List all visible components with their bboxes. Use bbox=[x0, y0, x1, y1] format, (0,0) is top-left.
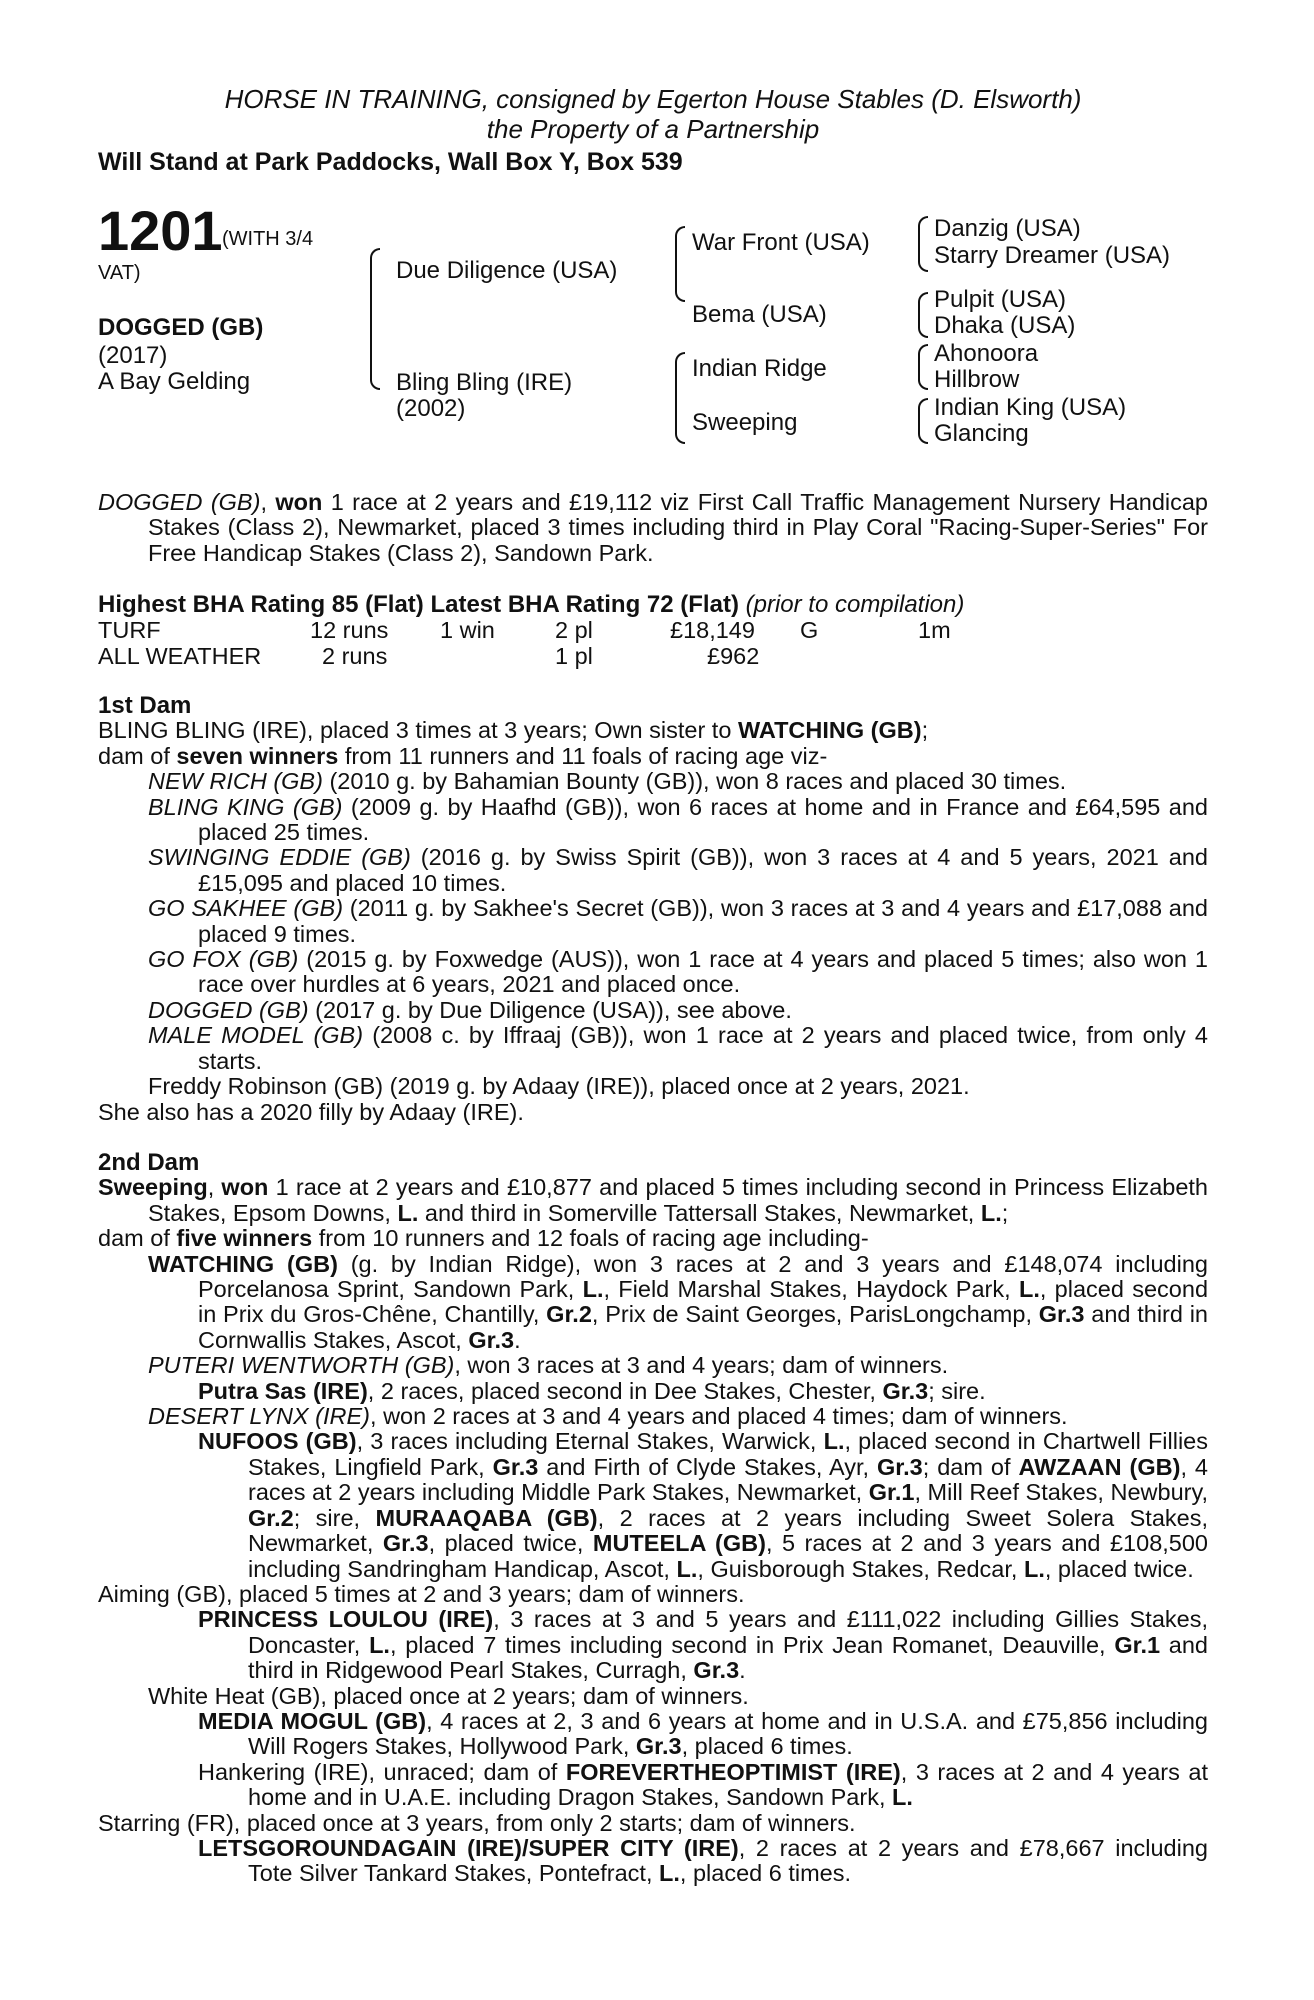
pedigree-brace-ds bbox=[918, 344, 928, 390]
horse-name: DOGGED (GB) bbox=[98, 314, 264, 341]
first-dam-line1: BLING BLING (IRE), placed 3 times at 3 years; Own sister to WATCHING (GB); bbox=[98, 717, 929, 744]
pedigree-dam-year: (2002) bbox=[396, 395, 466, 422]
first-dam-section bbox=[98, 693, 1208, 1125]
aw-runs: 2 runs bbox=[322, 643, 388, 669]
progeny-go-sakhee: GO SAKHEE (GB) (2011 g. by Sakhee's Secret (GB)), won 3 races at 3 and 4 years and £17,088 and placed 9 times. bbox=[148, 895, 1208, 947]
summary-text: 1 race at 2 years and £19,112 viz First Call Traffic Management Nursery Handicap Stakes (Class 2), Newmarket, placed 3 times including third in Play Coral "Racing-Super-Series" For Free Handicap Stakes (Class 2), Sandown Park. bbox=[148, 489, 1208, 566]
second-dam-section bbox=[98, 1150, 1208, 1887]
progeny-bling-king: BLING KING (GB) (2009 g. by Haafhd (GB)), won 6 races at home and in France and £64,595 and placed 25 times. bbox=[148, 793, 1208, 846]
progeny-hankering: Hankering (IRE), unraced; dam of FOREVERTHEOPTIMIST (IRE), 3 races at 2 and 4 years at home and in U.A.E. including Dragon Stakes, Sandown Park, L. bbox=[198, 1758, 1208, 1811]
race-summary: DOGGED (GB), won 1 race at 2 years and £19,112 viz First Call Traffic Management Nursery Handicap Stakes (Class 2), Newmarket, placed 3 times including third in Play Coral "Racing-Super-Series" For Free Handicap Stakes (Class 2), Sandown Park. bbox=[98, 489, 1208, 566]
aw-label: ALL WEATHER bbox=[98, 643, 262, 669]
horse-description: A Bay Gelding bbox=[98, 368, 251, 395]
ratings-note: (prior to compilation) bbox=[745, 591, 965, 618]
turf-distance: 1m bbox=[918, 617, 951, 643]
aw-placed: 1 pl bbox=[555, 643, 593, 669]
progeny-letsgoroundagain: LETSGOROUNDAGAIN (IRE)/SUPER CITY (IRE), 2 races at 2 years and £78,667 including Tote Silver Tankard Stakes, Pontefract, L., placed 6 times. bbox=[198, 1834, 1208, 1887]
lot-vat-note: (WITH 3/4 bbox=[222, 228, 314, 250]
progeny-dogged: DOGGED (GB) (2017 g. by Due Diligence (USA)), see above. bbox=[148, 996, 792, 1023]
summary-won: won bbox=[275, 489, 323, 515]
property-line: the Property of a Partnership bbox=[486, 114, 820, 144]
pedigree-dam: Bling Bling (IRE) bbox=[396, 369, 573, 396]
ratings-bold: Highest BHA Rating 85 (Flat) Latest BHA Rating 72 (Flat) bbox=[98, 591, 739, 618]
progeny-swinging-eddie: SWINGING EDDIE (GB) (2016 g. by Swiss Spirit (GB)), won 3 races at 4 and 5 years, 2021 and £15,095 and placed 10 times. bbox=[148, 844, 1208, 896]
pedigree-brace-dd bbox=[918, 398, 928, 444]
pedigree-sire-dam: Bema (USA) bbox=[692, 301, 827, 328]
first-dam-line2: dam of seven winners from 11 runners and 11 foals of racing age viz- bbox=[98, 742, 828, 769]
pedigree-brace-dam bbox=[675, 352, 685, 444]
first-dam-title: 1st Dam bbox=[98, 692, 192, 719]
pedigree-brace-main bbox=[370, 248, 380, 390]
progeny-desert-lynx: DESERT LYNX (IRE), won 2 races at 3 and 4 years and placed 4 times; dam of winners. bbox=[148, 1403, 1068, 1430]
pedigree-sdd: Dhaka (USA) bbox=[934, 312, 1076, 339]
pedigree-brace-sire bbox=[675, 226, 685, 302]
summary-name: DOGGED (GB) bbox=[98, 489, 261, 515]
progeny-aiming: Aiming (GB), placed 5 times at 2 and 3 years; dam of winners. bbox=[98, 1580, 745, 1607]
turf-wins: 1 win bbox=[440, 617, 495, 643]
pedigree-sds: Pulpit (USA) bbox=[934, 286, 1067, 313]
turf-placed: 2 pl bbox=[555, 617, 593, 643]
pedigree-sire-sire: War Front (USA) bbox=[692, 229, 870, 256]
lot-number: 1201 bbox=[98, 199, 223, 262]
first-dam-note: She also has a 2020 filly by Adaay (IRE). bbox=[98, 1098, 524, 1125]
consignor-line: HORSE IN TRAINING, consigned by Egerton House Stables (D. Elsworth) bbox=[224, 84, 1082, 114]
pedigree-dds: Indian King (USA) bbox=[934, 394, 1127, 421]
pedigree-dam-dam: Sweeping bbox=[692, 409, 798, 436]
second-dam-intro: Sweeping, won 1 race at 2 years and £10,877 and placed 5 times including second in Princess Elizabeth Stakes, Epsom Downs, L. and third in Somerville Tattersall Stakes, Newmarket, L.; bbox=[98, 1174, 1208, 1226]
progeny-new-rich: NEW RICH (GB) (2010 g. by Bahamian Bounty (GB)), won 8 races and placed 30 times. bbox=[148, 768, 1067, 795]
pedigree-ssd: Starry Dreamer (USA) bbox=[934, 242, 1171, 269]
progeny-nufoos: NUFOOS (GB), 3 races including Eternal Stakes, Warwick, L., placed second in Chartwell Fillies Stakes, Lingfield Park, Gr.3 and Firth of Clyde Stakes, Ayr, Gr.3; dam of AWZAAN (GB), 4 races at 2 years including Middle Park Stakes, Newmarket, Gr.1, Mill Reef Stakes, Newbury, Gr.2; sire, MURAAQABA (GB), 2 races at 2 years including Sweet Solera Stakes, Newmarket, Gr.3, placed twice, MUTEELA (GB), 5 races at 2 and 3 years and £108,500 including Sandringham Handicap, Ascot, L., Guisborough Stakes, Redcar, L., placed twice. bbox=[198, 1428, 1208, 1582]
turf-going: G bbox=[800, 617, 819, 643]
second-dam-title: 2nd Dam bbox=[98, 1149, 200, 1176]
turf-runs: 12 runs bbox=[310, 617, 389, 643]
pedigree-dss: Ahonoora bbox=[934, 340, 1039, 367]
pedigree-ddd: Glancing bbox=[934, 420, 1029, 447]
pedigree-dsd: Hillbrow bbox=[934, 366, 1020, 393]
aw-money: £962 bbox=[707, 643, 760, 669]
stand-location: Will Stand at Park Paddocks, Wall Box Y, Box 539 bbox=[98, 148, 683, 176]
progeny-go-fox: GO FOX (GB) (2015 g. by Foxwedge (AUS)), won 1 race at 4 years and placed 5 times; also won 1 race over hurdles at 6 years, 2021 and placed once. bbox=[148, 946, 1208, 998]
ratings-line bbox=[98, 591, 964, 619]
turf-label: TURF bbox=[98, 617, 161, 643]
progeny-puteri-wentworth: PUTERI WENTWORTH (GB), won 3 races at 3 and 4 years; dam of winners. bbox=[148, 1352, 949, 1379]
progeny-princess-loulou: PRINCESS LOULOU (IRE), 3 races at 3 and 5 years and £111,022 including Gillies Stakes, Doncaster, L., placed 7 times including second in Prix Jean Romanet, Deauville, Gr.1 and third in Ridgewood Pearl Stakes, Curragh, Gr.3. bbox=[198, 1606, 1208, 1684]
progeny-white-heat: White Heat (GB), placed once at 2 years; dam of winners. bbox=[148, 1682, 749, 1709]
progeny-male-model: MALE MODEL (GB) (2008 c. by Iffraaj (GB)), won 1 race at 2 years and placed twice, from only 4 starts. bbox=[148, 1022, 1208, 1074]
progeny-putra-sas: Putra Sas (IRE), 2 races, placed second in Dee Stakes, Chester, Gr.3; sire. bbox=[198, 1377, 986, 1404]
horse-year: (2017) bbox=[98, 342, 168, 369]
progeny-watching: WATCHING (GB) (g. by Indian Ridge), won 3 races at 2 and 3 years and £148,074 including Porcelanosa Sprint, Sandown Park, L., Field Marshal Stakes, Haydock Park, L., placed second in Prix du Gros-Chêne, Chantilly, Gr.2, Prix de Saint Georges, ParisLongchamp, Gr.3 and third in Cornwallis Stakes, Ascot, Gr.3. bbox=[148, 1250, 1209, 1353]
progeny-media-mogul: MEDIA MOGUL (GB), 4 races at 2, 3 and 6 years at home and in U.S.A. and £75,856 including Will Rogers Stakes, Hollywood Park, Gr.3, placed 6 times. bbox=[198, 1707, 1209, 1760]
progeny-starring: Starring (FR), placed once at 3 years, from only 2 starts; dam of winners. bbox=[98, 1809, 856, 1836]
pedigree-brace-sd bbox=[918, 292, 928, 338]
pedigree-sss: Danzig (USA) bbox=[934, 215, 1081, 242]
pedigree-dam-sire: Indian Ridge bbox=[692, 355, 827, 382]
progeny-freddy-robinson: Freddy Robinson (GB) (2019 g. by Adaay (IRE)), placed once at 2 years, 2021. bbox=[148, 1073, 970, 1100]
turf-money: £18,149 bbox=[670, 617, 755, 643]
lot-vat-note-cont: VAT) bbox=[98, 262, 141, 284]
pedigree-brace-ss bbox=[918, 216, 928, 272]
second-dam-winners: dam of five winners from 10 runners and 12 foals of racing age including- bbox=[98, 1225, 869, 1252]
pedigree-sire: Due Diligence (USA) bbox=[396, 257, 618, 284]
